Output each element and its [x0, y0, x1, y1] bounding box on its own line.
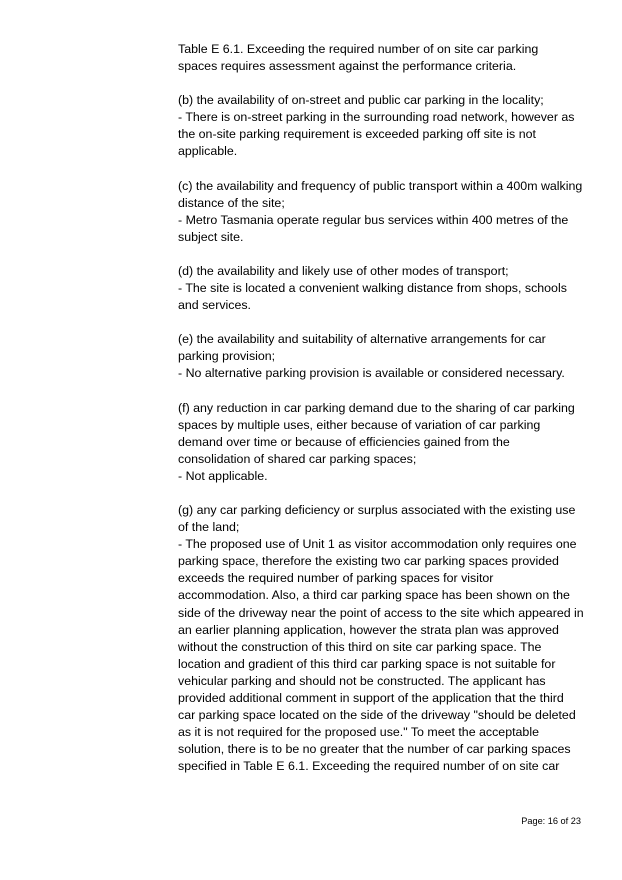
page-number: Page: 16 of 23 — [521, 816, 581, 826]
text-line: distance of the site; — [178, 195, 285, 210]
text-line: applicable. — [178, 144, 238, 159]
text-line: - The site is located a convenient walking distance from shops, schools — [178, 281, 567, 296]
text-line: - The proposed use of Unit 1 as visitor accommodation only requires one — [178, 537, 577, 552]
text-line: (g) any car parking deficiency or surplus associated with the existing use — [178, 502, 576, 517]
paragraph-f — [178, 400, 590, 485]
text-line: - Metro Tasmania operate regular bus services within 400 metres of the — [178, 212, 569, 227]
text-line: side of the driveway near the point of access to the site which appeared in — [178, 605, 584, 620]
text-line: - There is on-street parking in the surrounding road network, however as — [178, 110, 575, 125]
text-line: as it is not required for the proposed use." To meet the acceptable — [178, 725, 539, 740]
text-line: location and gradient of this third car parking space is not suitable for — [178, 656, 556, 671]
text-line: specified in Table E 6.1. Exceeding the required number of on site car — [178, 759, 560, 774]
text-line: and services. — [178, 298, 252, 313]
paragraph-c — [178, 178, 590, 246]
text-line: an earlier planning application, however the strata plan was approved — [178, 622, 559, 637]
text-line: (b) the availability of on-street and public car parking in the locality; — [178, 93, 544, 108]
text-line: - No alternative parking provision is available or considered necessary. — [178, 366, 565, 381]
text-line: solution, there is to be no greater that the number of car parking spaces — [178, 742, 571, 757]
text-line: parking provision; — [178, 349, 276, 364]
text-line: (c) the availability and frequency of public transport within a 400m walking — [178, 178, 583, 193]
document-body — [178, 41, 590, 792]
text-line: car parking space located on the side of the driveway "should be deleted — [178, 708, 576, 723]
text-line: provided additional comment in support of the application that the third — [178, 691, 564, 705]
text-line: subject site. — [178, 229, 244, 244]
paragraph-e — [178, 331, 590, 382]
text-line: vehicular parking and should not be constructed. The applicant has — [178, 673, 546, 688]
text-line: exceeds the required number of parking spaces for visitor — [178, 571, 494, 586]
text-line: without the construction of this third on site car parking space. The — [178, 639, 542, 654]
text-line: demand over time or because of efficiencies gained from the — [178, 434, 510, 449]
text-line: (d) the availability and likely use of other modes of transport; — [178, 263, 509, 278]
text-line: (e) the availability and suitability of alternative arrangements for car — [178, 332, 546, 347]
text-line: spaces requires assessment against the performance criteria. — [178, 59, 517, 74]
text-line: (f) any reduction in car parking demand due to the sharing of car parking — [178, 400, 575, 415]
text-line: accommodation. Also, a third car parking space has been shown on the — [178, 588, 570, 603]
text-line: consolidation of shared car parking spaces; — [178, 451, 417, 466]
text-line: spaces by multiple uses, either because of variation of car parking — [178, 417, 541, 432]
text-line: the on-site parking requirement is exceeded parking off site is not — [178, 127, 536, 142]
text-line: Table E 6.1. Exceeding the required number of on site car parking — [178, 42, 539, 56]
paragraph-d — [178, 263, 590, 314]
text-line: of the land; — [178, 520, 240, 535]
paragraph-intro — [178, 41, 590, 75]
paragraph-b — [178, 92, 590, 160]
text-line: parking space, therefore the existing two car parking spaces provided — [178, 554, 559, 569]
paragraph-g — [178, 502, 590, 776]
text-line: - Not applicable. — [178, 468, 268, 483]
